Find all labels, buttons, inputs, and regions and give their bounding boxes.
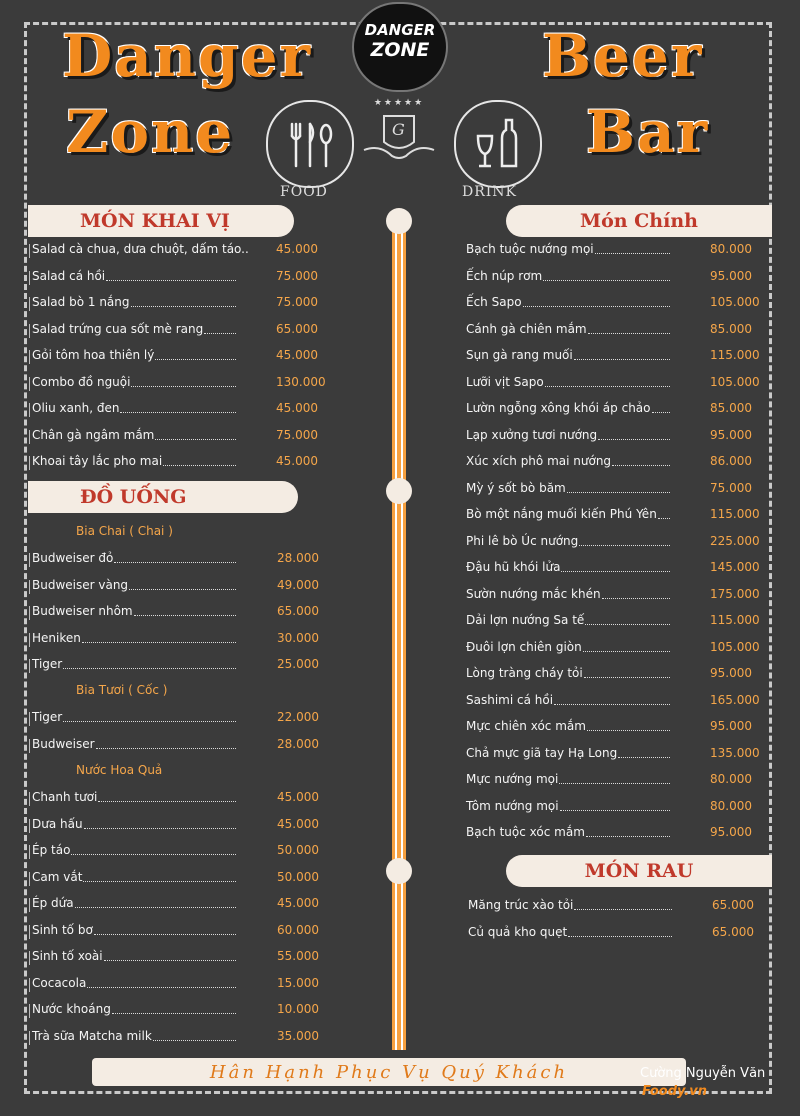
leader-dots: [129, 589, 236, 590]
leader-dots: [114, 562, 236, 563]
leader-dots: [586, 836, 670, 837]
menu-item-price: 28.000: [277, 736, 319, 751]
leader-dots: [583, 651, 670, 652]
menu-item: [466, 295, 770, 315]
menu-item-price: 75.000: [710, 480, 752, 495]
menu-item-price: 65.000: [277, 604, 319, 618]
row-marker: [29, 377, 30, 391]
menu-item: [32, 375, 336, 395]
menu-item: [466, 534, 770, 554]
menu-item-name: Bạch tuộc xóc mắm: [466, 825, 585, 839]
wine-bottle-icon: [456, 102, 540, 186]
leader-dots: [612, 465, 670, 466]
menu-item-name: Cam vắt: [32, 869, 83, 884]
leader-dots: [96, 748, 236, 749]
menu-item: [32, 657, 337, 677]
leader-dots: [567, 492, 670, 493]
menu-item: [466, 401, 770, 421]
menu-item: [466, 772, 770, 792]
menu-item: [32, 1002, 337, 1022]
menu-item-name: Xúc xích phô mai nướng: [466, 454, 612, 468]
menu-item-price: 95.000: [710, 268, 752, 283]
menu-item: [466, 481, 770, 501]
menu-item-price: 105.000: [710, 639, 760, 654]
menu-item: [32, 790, 337, 810]
menu-item-price: 22.000: [277, 710, 319, 724]
menu-item-price: 75.000: [276, 295, 318, 309]
menu-item-name: Ép dứa: [32, 896, 74, 910]
menu-item-name: Bò một nắng muối kiến Phú Yên: [466, 507, 657, 521]
menu-item-price: 80.000: [710, 772, 752, 786]
row-marker: [29, 580, 30, 594]
menu-item-price: 115.000: [710, 348, 760, 362]
menu-item-name: Ếch Sapo: [466, 295, 522, 309]
menu-item: [32, 737, 337, 757]
menu-item: [466, 825, 770, 845]
row-marker: [29, 659, 30, 673]
leader-dots: [82, 642, 236, 643]
menu-item-name: Đuôi lợn chiên giòn: [466, 639, 582, 654]
menu-item: [32, 870, 337, 890]
menu-item-name: Budweiser nhôm: [32, 604, 133, 618]
menu-item: [32, 843, 337, 863]
row-marker: [29, 739, 30, 753]
food-label: FOOD: [280, 184, 328, 200]
menu-item-name: Sườn nướng mắc khén: [466, 586, 601, 601]
row-marker: [29, 872, 30, 886]
row-marker: [29, 845, 30, 859]
footer-slogan: Hân Hạnh Phục Vụ Quý Khách: [92, 1058, 686, 1086]
leader-dots: [543, 280, 670, 281]
menu-item: [466, 428, 770, 448]
menu-item-name: Dưa hấu: [32, 816, 83, 831]
menu-item-price: 225.000: [710, 533, 760, 548]
leader-dots: [155, 359, 236, 360]
menu-item-price: 86.000: [710, 454, 752, 468]
leader-dots: [652, 412, 670, 413]
menu-item: [466, 693, 770, 713]
mains-title: Món Chính: [506, 205, 772, 237]
menu-item-price: 25.000: [277, 657, 319, 671]
leader-dots: [559, 783, 670, 784]
row-marker: [29, 553, 30, 567]
leader-dots: [554, 704, 670, 705]
leader-dots: [584, 677, 670, 678]
leader-dots: [204, 333, 236, 334]
menu-item: [32, 896, 337, 916]
menu-item-price: 45.000: [276, 348, 318, 362]
menu-item-name: Mực chiên xóc mắm: [466, 719, 586, 733]
menu-item-price: 105.000: [710, 374, 760, 389]
menu-item: [32, 817, 337, 837]
menu-item-price: 65.000: [712, 898, 754, 912]
stars-icon: ★★★★★: [373, 98, 425, 108]
vegetables-title: MÓN RAU: [506, 855, 772, 887]
menu-item-name: Budweiser đỏ: [32, 551, 114, 565]
menu-item: [466, 454, 770, 474]
menu-item-price: 30.000: [277, 630, 319, 645]
menu-item: [466, 269, 770, 289]
menu-item: [466, 560, 770, 580]
drink-group-label: Bia Tươi ( Cốc ): [76, 683, 168, 697]
menu-item-name: Salad cà chua, dưa chuột, dấm táo..: [32, 242, 249, 256]
drink-label: DRINK: [462, 184, 518, 200]
menu-item-name: Lưỡi vịt Sapo: [466, 374, 544, 389]
row-marker: [29, 606, 30, 620]
drink-group-label: Nước Hoa Quả: [76, 763, 163, 777]
leader-dots: [574, 909, 672, 910]
row-marker: [29, 350, 30, 364]
leader-dots: [120, 412, 236, 413]
crest-flourish-icon: [362, 110, 436, 170]
menu-item: [32, 631, 337, 651]
leader-dots: [595, 253, 670, 254]
row-marker: [29, 978, 30, 992]
menu-item-price: 65.000: [276, 321, 318, 336]
row-marker: [29, 951, 30, 965]
menu-item-name: Combo đồ nguội: [32, 374, 131, 389]
menu-item-price: 175.000: [710, 586, 760, 601]
menu-item-price: 85.000: [710, 321, 752, 336]
menu-item-price: 145.000: [710, 560, 760, 574]
leader-dots: [134, 615, 236, 616]
menu-item-price: 10.000: [277, 1002, 319, 1016]
menu-item: [32, 949, 337, 969]
leader-dots: [94, 934, 236, 935]
appetizers-title: MÓN KHAI VỊ: [28, 205, 294, 237]
leader-dots: [523, 306, 670, 307]
menu-item: [32, 322, 336, 342]
center-divider-rail: [392, 230, 406, 1050]
leader-dots: [587, 730, 670, 731]
row-marker: [29, 633, 30, 647]
leader-dots: [658, 518, 670, 519]
menu-item: [468, 925, 772, 945]
menu-item: [32, 976, 337, 996]
row-marker: [29, 819, 30, 833]
row-marker: [29, 324, 30, 338]
menu-item-name: Tiger: [32, 710, 63, 724]
row-marker: [29, 1004, 30, 1018]
menu-item-name: Mỳ ý sốt bò băm: [466, 480, 566, 495]
menu-item-name: Chanh tươi: [32, 790, 98, 804]
menu-item: [32, 242, 336, 262]
menu-item: [466, 640, 770, 660]
leader-dots: [87, 987, 236, 988]
menu-item-price: 115.000: [710, 507, 760, 521]
menu-item-price: 80.000: [710, 798, 752, 813]
menu-item-price: 75.000: [276, 268, 318, 283]
leader-dots: [602, 598, 670, 599]
menu-item-price: 65.000: [712, 924, 754, 939]
menu-item: [466, 507, 770, 527]
leader-dots: [63, 721, 236, 722]
menu-item-name: Tôm nướng mọi: [466, 798, 559, 813]
row-marker: [29, 271, 30, 285]
row-marker: [29, 925, 30, 939]
menu-item-name: Lòng tràng cháy tỏi: [466, 666, 583, 680]
row-marker: [29, 297, 30, 311]
menu-item: [466, 613, 770, 633]
menu-item-name: Heniken: [32, 630, 81, 645]
leader-dots: [545, 386, 670, 387]
menu-item-price: 45.000: [277, 896, 319, 910]
menu-item-name: Sinh tố bơ: [32, 922, 93, 937]
rail-node: [386, 478, 412, 504]
row-marker: [29, 430, 30, 444]
menu-item-name: Phi lê bò Úc nướng: [466, 533, 579, 548]
leader-dots: [153, 1040, 236, 1041]
menu-item-name: Chân gà ngâm mắm: [32, 427, 155, 442]
row-marker: [29, 244, 30, 258]
menu-item-name: Chả mực giã tay Hạ Long: [466, 745, 618, 760]
leader-dots: [84, 828, 236, 829]
menu-item: [466, 242, 770, 262]
menu-item: [32, 551, 337, 571]
menu-item-name: Gỏi tôm hoa thiên lý: [32, 348, 155, 362]
leader-dots: [579, 545, 670, 546]
leader-dots: [131, 386, 236, 387]
menu-item-name: Oliu xanh, đen: [32, 401, 120, 415]
menu-item-price: 55.000: [277, 949, 319, 963]
leader-dots: [598, 439, 670, 440]
leader-dots: [63, 668, 236, 669]
menu-item: [32, 348, 336, 368]
menu-item-price: 49.000: [277, 577, 319, 592]
cutlery-icon: [268, 102, 352, 186]
menu-item-price: 80.000: [710, 242, 752, 256]
menu-item-name: Cánh gà chiên mắm: [466, 321, 587, 336]
menu-item-price: 28.000: [277, 551, 319, 565]
menu-item-name: Lạp xưởng tươi nướng: [466, 427, 598, 442]
leader-dots: [618, 757, 670, 758]
menu-item: [466, 799, 770, 819]
drinks-title: ĐỒ UỐNG: [28, 481, 298, 513]
leader-dots: [98, 801, 236, 802]
leader-dots: [163, 465, 236, 466]
watermark-text: Foody.vn: [642, 1084, 707, 1099]
menu-item: [32, 454, 336, 474]
menu-item-price: 15.000: [277, 975, 319, 990]
menu-item-name: Nước khoáng: [32, 1002, 111, 1016]
leader-dots: [71, 854, 236, 855]
menu-item-name: Sinh tố xoài: [32, 949, 103, 963]
leader-dots: [75, 907, 236, 908]
menu-item-price: 130.000: [276, 374, 326, 389]
menu-item-name: Bạch tuộc nướng mọi: [466, 242, 594, 256]
menu-item-price: 135.000: [710, 745, 760, 760]
menu-item: [32, 710, 337, 730]
menu-item-price: 75.000: [276, 427, 318, 442]
leader-dots: [83, 881, 236, 882]
rail-node: [386, 858, 412, 884]
crest-emblem: [362, 98, 436, 168]
menu-item: [466, 746, 770, 766]
drink-group-label: Bia Chai ( Chai ): [76, 524, 173, 538]
menu-item-name: Tiger: [32, 657, 63, 671]
danger-zone-logo: [352, 2, 448, 92]
menu-item-name: Dải lợn nướng Sa tế: [466, 613, 585, 627]
crest-letter: G: [392, 120, 405, 139]
menu-item-name: Cocacola: [32, 975, 87, 990]
menu-item-price: 95.000: [710, 719, 752, 733]
leader-dots: [112, 1013, 236, 1014]
menu-item-price: 35.000: [277, 1028, 319, 1043]
menu-item-name: Salad bò 1 nắng: [32, 295, 130, 309]
menu-item-name: Lườn ngỗng xông khói áp chảo: [466, 401, 651, 415]
menu-item-name: Củ quả kho quẹt: [468, 924, 568, 939]
leader-dots: [560, 810, 670, 811]
title-bar: Bar: [586, 98, 710, 166]
leader-dots: [585, 624, 670, 625]
leader-dots: [568, 936, 672, 937]
menu-item-name: Budweiser vàng: [32, 577, 129, 592]
menu-item: [32, 578, 337, 598]
menu-item-name: Sashimi cá hồi: [466, 692, 554, 707]
menu-item-price: 45.000: [276, 401, 318, 415]
menu-item-price: 45.000: [277, 790, 319, 804]
menu-item-name: Sụn gà rang muối: [466, 348, 573, 362]
food-emblem: [266, 100, 354, 188]
menu-item-name: Trà sữa Matcha milk: [32, 1028, 152, 1043]
menu-item: [466, 719, 770, 739]
row-marker: [29, 712, 30, 726]
leader-dots: [588, 333, 670, 334]
menu-item-name: Ép táo: [32, 843, 71, 857]
menu-item: [32, 1029, 337, 1049]
logo-line2: ZONE: [370, 39, 430, 61]
menu-item-name: Khoai tây lắc pho mai: [32, 454, 163, 468]
menu-item-price: 50.000: [277, 869, 319, 884]
menu-item-price: 50.000: [277, 843, 319, 857]
menu-item: [32, 401, 336, 421]
menu-item: [466, 587, 770, 607]
row-marker: [29, 792, 30, 806]
menu-item-price: 95.000: [710, 666, 752, 680]
menu-item-price: 60.000: [277, 922, 319, 937]
menu-item-price: 95.000: [710, 825, 752, 839]
menu-item-price: 45.000: [277, 816, 319, 831]
menu-item-price: 105.000: [710, 295, 760, 309]
menu-item-name: Măng trúc xào tỏi: [468, 898, 574, 912]
menu-item-price: 85.000: [710, 401, 752, 415]
menu-item-price: 45.000: [276, 454, 318, 468]
menu-item: [32, 923, 337, 943]
title-zone: Zone: [66, 98, 235, 166]
title-danger: Danger: [62, 22, 313, 90]
photo-credit: Cường Nguyễn Văn: [640, 1066, 766, 1081]
row-marker: [29, 456, 30, 470]
menu-item: [32, 269, 336, 289]
drink-emblem: [454, 100, 542, 188]
menu-item-price: 165.000: [710, 692, 760, 707]
menu-item: [32, 428, 336, 448]
menu-item: [466, 666, 770, 686]
menu-item: [466, 348, 770, 368]
menu-item-name: Đậu hũ khói lửa: [466, 560, 561, 574]
leader-dots: [106, 280, 236, 281]
leader-dots: [574, 359, 670, 360]
menu-item: [466, 375, 770, 395]
menu-item-name: Salad trứng cua sốt mè rang: [32, 321, 204, 336]
menu-item-price: 115.000: [710, 613, 760, 627]
menu-item-name: Mực nướng mọi: [466, 772, 559, 786]
menu-item-price: 95.000: [710, 427, 752, 442]
row-marker: [29, 1031, 30, 1045]
menu-item: [32, 295, 336, 315]
menu-item-name: Budweiser: [32, 736, 95, 751]
row-marker: [29, 898, 30, 912]
title-beer: Beer: [542, 22, 704, 90]
leader-dots: [561, 571, 670, 572]
leader-dots: [131, 306, 236, 307]
row-marker: [29, 403, 30, 417]
menu-item: [468, 898, 772, 918]
menu-item: [466, 322, 770, 342]
logo-line1: DANGER: [364, 21, 436, 39]
menu-item-name: Ếch núp rơm: [466, 268, 543, 283]
leader-dots: [104, 960, 236, 961]
menu-item-price: 45.000: [276, 242, 318, 256]
menu-item: [32, 604, 337, 624]
menu-item-name: Salad cá hồi: [32, 268, 106, 283]
leader-dots: [155, 439, 236, 440]
rail-node: [386, 208, 412, 234]
